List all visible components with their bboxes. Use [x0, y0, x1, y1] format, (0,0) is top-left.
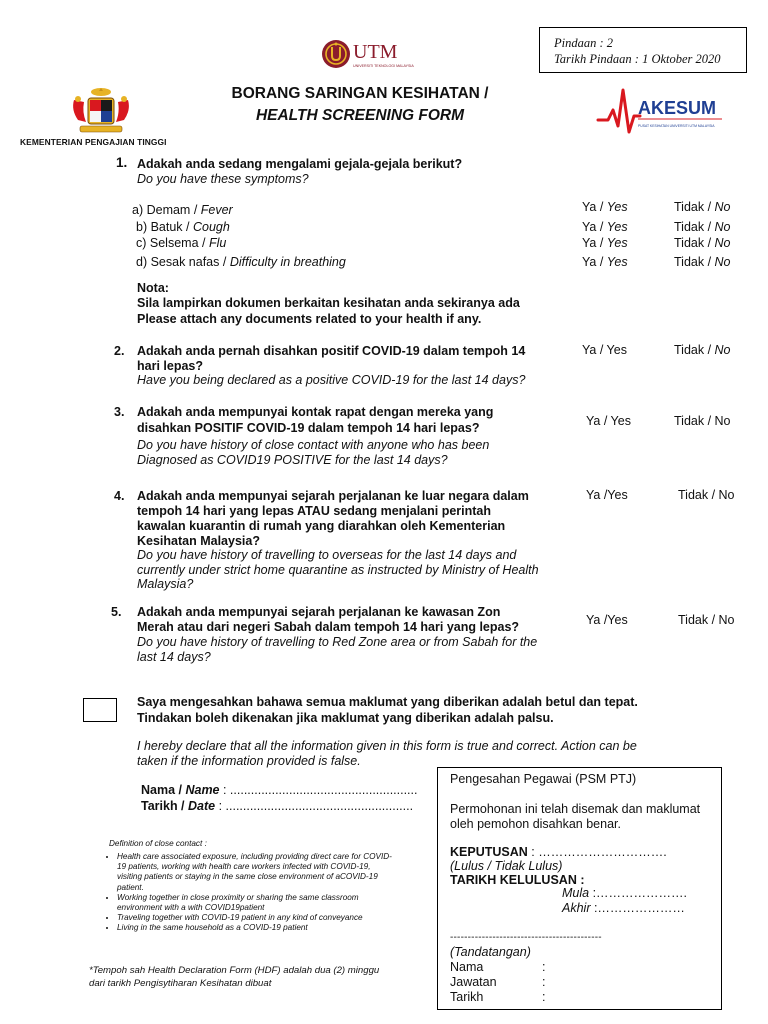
- q3-number: 3.: [114, 405, 125, 419]
- q2-no-option[interactable]: Tidak / No: [674, 343, 731, 357]
- q1b-no-option[interactable]: Tidak / No: [674, 220, 731, 234]
- q4-text-ms-3: kawalan kuarantin di rumah yang diarahkan oleh Kementerian: [137, 519, 506, 533]
- applicant-name-field[interactable]: Nama / Name : ......................................................: [141, 783, 418, 797]
- q5-yes-option[interactable]: Ya /Yes: [586, 613, 628, 627]
- form-title-english: HEALTH SCREENING FORM: [255, 107, 465, 124]
- declaration-en-2: taken if the information provided is false.: [137, 754, 361, 768]
- q4-text-en-3: Malaysia?: [137, 577, 194, 591]
- q4-text-en-2: currently under strict home quarantine as instructed by Ministry of Health: [137, 563, 539, 577]
- q4-text-ms-4: Kesihatan Malaysia?: [137, 534, 260, 548]
- definition-item: • Traveling together with COVID-19 patient in any kind of conveyance: [117, 913, 397, 923]
- declaration-en-1: I hereby declare that all the information given in this form is true and correct. Action can be: [137, 739, 637, 753]
- q5-number: 5.: [111, 605, 122, 619]
- q1b-yes-option[interactable]: Ya / Yes: [582, 220, 628, 234]
- q1-text-ms: Adakah anda sedang mengalami gejala-gejala berikut?: [137, 157, 463, 171]
- q1d-yes-option[interactable]: Ya / Yes: [582, 255, 628, 269]
- q4-no-option[interactable]: Tidak / No: [678, 488, 735, 502]
- note-english: Please attach any documents related to your health if any.: [137, 312, 482, 326]
- definition-item: • Health care associated exposure, including providing direct care for COVID-19 patients, working with health care workers infected with COVID-19, visiting patients or staying in the same close environment of aCOVID-19 patient.: [117, 852, 397, 893]
- definition-list: [107, 852, 397, 934]
- q1c-yes-option[interactable]: Ya / Yes: [582, 236, 628, 250]
- akesum-logo: [596, 86, 726, 138]
- q4-yes-option[interactable]: Ya /Yes: [586, 488, 628, 502]
- decision-options: (Lulus / Tidak Lulus): [450, 859, 563, 873]
- q3-text-ms-1: Adakah anda mempunyai kontak rapat dengan mereka yang: [137, 405, 494, 419]
- decision-field[interactable]: KEPUTUSAN : ………………………….: [450, 845, 667, 859]
- amendment-number: Pindaan : 2: [554, 36, 614, 50]
- officer-date-colon: :: [542, 990, 546, 1004]
- q5-no-option[interactable]: Tidak / No: [678, 613, 735, 627]
- approval-end-field[interactable]: Akhir :…………………: [562, 901, 685, 915]
- q3-text-en-2: Diagnosed as COVID19 POSITIVE for the last 14 days?: [137, 453, 448, 467]
- form-title-malay: BORANG SARINGAN KESIHATAN /: [231, 85, 489, 102]
- revision-box: [539, 27, 747, 73]
- q3-yes-option[interactable]: Ya / Yes: [586, 414, 631, 428]
- utm-logo: [320, 36, 420, 72]
- declaration-ms-1: Saya mengesahkan bahawa semua maklumat yang diberikan adalah betul dan tepat.: [137, 695, 638, 709]
- q1-number: 1.: [116, 155, 128, 170]
- q5-text-ms-2: Merah atau dari negeri Sabah dalam tempoh 14 hari yang lepas?: [137, 620, 520, 634]
- akesum-logo-subtext: PUSAT KESIHATAN UNIVERSITI UTM MALAYSIA: [638, 124, 715, 128]
- q2-number: 2.: [114, 344, 125, 358]
- q3-text-en-1: Do you have history of close contact with anyone who has been: [137, 438, 490, 452]
- symptom-cough: b) Batuk / Cough: [136, 220, 230, 234]
- officer-name-label: Nama: [450, 960, 484, 974]
- q1a-no-option[interactable]: Tidak / No: [674, 200, 731, 214]
- q2-text-ms-1: Adakah anda pernah disahkan positif COVID-19 dalam tempoh 14: [137, 344, 526, 358]
- q1a-yes-option[interactable]: Ya / Yes: [582, 200, 628, 214]
- approval-start-field[interactable]: Mula :………………….: [562, 886, 688, 900]
- q4-number: 4.: [114, 489, 125, 503]
- symptom-flu: c) Selsema / Flu: [136, 236, 227, 250]
- declaration-checkbox[interactable]: [83, 698, 117, 722]
- utm-logo-text: UTM: [353, 41, 398, 63]
- declaration-ms-2: Tindakan boleh dikenakan jika maklumat yang diberikan adalah palsu.: [137, 711, 554, 725]
- definition-item: • Living in the same household as a COVID-19 patient: [117, 923, 397, 933]
- akesum-logo-text: AKESUM: [638, 98, 717, 118]
- q5-text-en-2: last 14 days?: [137, 650, 211, 664]
- q2-yes-option[interactable]: Ya / Yes: [582, 343, 627, 357]
- officer-statement-2: oleh pemohon disahkan benar.: [450, 817, 621, 831]
- footnote-line-2: dari tarikh Pengisytiharan Kesihatan dibuat: [89, 978, 272, 989]
- q3-text-ms-2: disahkan POSITIF COVID-19 dalam tempoh 14 hari lepas?: [137, 421, 480, 435]
- q5-text-en-1: Do you have history of travelling to Red Zone area or from Sabah for the: [137, 635, 538, 649]
- q4-text-ms-1: Adakah anda mempunyai sejarah perjalanan ke luar negara dalam: [137, 489, 529, 503]
- ministry-name: KEMENTERIAN PENGAJIAN TINGGI: [20, 137, 167, 147]
- applicant-date-field[interactable]: Tarikh / Date : ......................................................: [141, 799, 414, 813]
- signature-line: -------------------------------------------: [450, 932, 602, 943]
- q1c-no-option[interactable]: Tidak / No: [674, 236, 731, 250]
- officer-statement-1: Permohonan ini telah disemak dan maklumat: [450, 802, 701, 816]
- utm-logo-subtext: UNIVERSITI TEKNOLOGI MALAYSIA: [353, 64, 414, 68]
- signature-label: (Tandatangan): [450, 945, 531, 959]
- q1d-no-option[interactable]: Tidak / No: [674, 255, 731, 269]
- q2-text-ms-2: hari lepas?: [137, 359, 203, 373]
- officer-position-label: Jawatan: [450, 975, 497, 989]
- approval-date-label: TARIKH KELULUSAN :: [450, 873, 585, 887]
- note-malay: Sila lampirkan dokumen berkaitan kesihatan anda sekiranya ada: [137, 296, 520, 310]
- officer-name-colon: :: [542, 960, 546, 974]
- amendment-date: Tarikh Pindaan : 1 Oktober 2020: [554, 52, 721, 66]
- definition-title: Definition of close contact :: [109, 839, 207, 848]
- q4-text-en-1: Do you have history of travelling to overseas for the last 14 days and: [137, 548, 517, 562]
- officer-position-colon: :: [542, 975, 546, 989]
- q2-text-en: Have you being declared as a positive COVID-19 for the last 14 days?: [137, 373, 526, 387]
- officer-date-label: Tarikh: [450, 990, 484, 1004]
- q1-text-en: Do you have these symptoms?: [137, 172, 309, 186]
- q4-text-ms-2: tempoh 14 hari yang lepas ATAU sedang menjalani perintah: [137, 504, 492, 518]
- symptom-fever: a) Demam / Fever: [132, 203, 233, 217]
- definition-item: • Working together in close proximity or sharing the same classroom environment with a with COVID19patient: [117, 893, 397, 913]
- note-title: Nota:: [137, 281, 169, 295]
- q3-no-option[interactable]: Tidak / No: [674, 414, 731, 428]
- footnote-line-1: *Tempoh sah Health Declaration Form (HDF) adalah dua (2) minggu: [89, 965, 380, 976]
- ministry-crest-logo: [66, 86, 136, 136]
- symptom-breathing: d) Sesak nafas / Difficulty in breathing: [136, 255, 346, 269]
- officer-box-title: Pengesahan Pegawai (PSM PTJ): [450, 772, 637, 786]
- q5-text-ms-1: Adakah anda mempunyai sejarah perjalanan ke kawasan Zon: [137, 605, 501, 619]
